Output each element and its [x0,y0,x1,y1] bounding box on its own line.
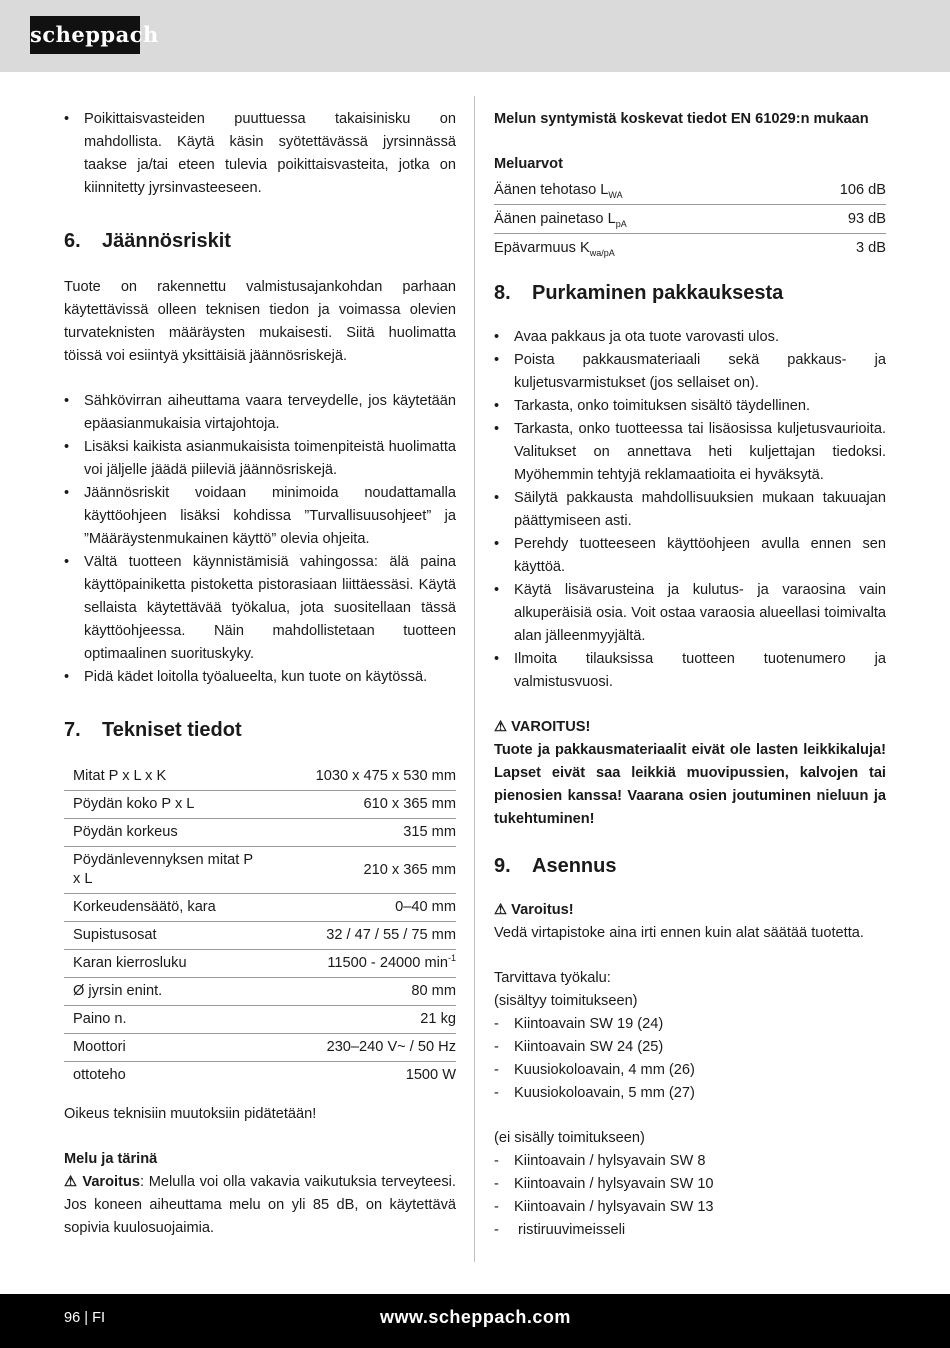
table-row [494,234,886,263]
noise-data-heading: Melun syntymistä koskevat tiedot EN 61029:n mukaan [494,111,869,127]
spec-value: 21 kg [316,1006,456,1034]
table-row [494,176,886,205]
warning-icon: ⚠ [494,719,508,735]
spec-value: 210 x 365 mm [316,847,456,894]
page-number: 96 | FI [64,1310,106,1326]
spec-label: ottoteho [73,1067,126,1083]
list-item: • Poikittaisvasteiden puuttuessa takaisinisku on mahdollista. Käytä käsin syötettävässä jyrsinnässä taakse ja/tai eteen tulevia poikittaisvasteita, jotka on kiinnitetty jyrsinvasteeseen. [64,108,456,200]
list-item: - ristiruuvimeisseli [494,1219,886,1242]
spec-label: Karan kierrosluku [64,950,316,978]
packaging-warning-text: Tuote ja pakkausmateriaalit eivät ole lasten leikkikaluja! Lapset eivät saa leikkiä muovipussien, kalvojen tai pienosien kanssa! Vaarana osien joutuminen nieluun ja tukehtuminen! [494,742,886,827]
assembly-warning-title: ⚠ Varoitus! [494,902,574,918]
tech-change-note: Oikeus teknisiin muutoksiin pidätetään! [64,1106,317,1122]
table-row [64,791,456,819]
page-header [0,0,950,72]
not-included-tools-list [494,1150,886,1242]
spec-label: Pöydän korkeus [64,819,316,847]
column-divider [474,96,475,1262]
list-item: • Vältä tuotteen käynnistämisiä vahingossa: älä paina käyttöpainiketta pistoketta pistorasiaan liittäessäsi. Käytä sellaista käytettävää työkalua, jota suositellaan tässä käyttöohjeessa. Näin mahdollistetaan tuotteen optimaalinen suorituskyky. [64,551,456,666]
table-row [64,1062,456,1090]
list-item: - Kiintoavain SW 24 (25) [494,1036,886,1059]
list-item: - Kiintoavain SW 19 (24) [494,1013,886,1036]
section-7-heading: 7. Tekniset tiedot [64,719,242,741]
table-row [64,763,456,791]
tools-heading: Tarvittava työkalu: [494,970,611,986]
list-item: • Avaa pakkaus ja ota tuote varovasti ulos. [494,326,886,349]
list-item: - Kuusiokoloavain, 4 mm (26) [494,1059,886,1082]
list-item: - Kuusiokoloavain, 5 mm (27) [494,1082,886,1105]
scheppach-logo: scheppach [30,16,140,54]
not-included-heading: (ei sisälly toimitukseen) [494,1130,645,1146]
table-row [64,819,456,847]
list-item: • Tarkasta, onko toimituksen sisältö täydellinen. [494,395,886,418]
spec-label: Korkeudensäätö, kara [64,894,316,922]
included-heading: (sisältyy toimitukseen) [494,993,638,1009]
spec-label: Ø jyrsin enint. [64,978,316,1006]
spec-label: Pöydän koko P x L [64,791,316,819]
assembly-warning-text: Vedä virtapistoke aina irti ennen kuin alat säätää tuotetta. [494,925,864,941]
table-row [64,950,456,978]
noise-value: 93 dB [785,205,886,234]
website-link[interactable]: www.scheppach.com [380,1307,571,1327]
spec-value: 315 mm [316,819,456,847]
list-item: • Säilytä pakkausta mahdollisuuksien mukaan takuuajan päättymiseen asti. [494,487,886,533]
table-row [494,205,886,234]
noise-label: Epävarmuus $K_{wa/pA}$ [494,240,615,258]
spec-value: 80 mm [316,978,456,1006]
table-row [64,1006,456,1034]
spec-table [64,763,456,1089]
noise-vibration-heading: Melu ja tärinä [64,1151,158,1167]
spec-value: 1500 W [405,1067,456,1083]
list-item: • Pidä kädet loitolla työalueelta, kun tuote on käytössä. [64,666,456,689]
list-item: • Tarkasta, onko tuotteessa tai lisäosissa kuljetusvaurioita. Valitukset on annettava heti kuljettajan tiedoksi. Myöhemmin tehtyjä reklamaatioita ei hyväksytä. [494,418,886,487]
table-row [64,1034,456,1062]
spec-label: Supistusosat [64,922,316,950]
table-row [64,894,456,922]
list-item: • Ilmoita tilauksissa tuotteen tuotenumero ja valmistusvuosi. [494,648,886,694]
section-8-bullets [494,326,886,694]
spec-value: 610 x 365 mm [316,791,456,819]
section-6-bullets [64,390,456,689]
included-tools-list [494,1013,886,1105]
intro-bullets [64,108,456,200]
list-item: • Jäännösriskit voidaan minimoida noudattamalla käyttöohjeen lisäksi kohdissa ”Turvallisuusohjeet” ja ”Määräystenmukainen käyttö” olevia ohjeita. [64,482,456,551]
noise-value: 3 dB [855,240,886,256]
warning-icon: ⚠ [64,1174,78,1190]
section-6-heading: 6. Jäännösriskit [64,230,231,252]
section-6-paragraph: Tuote on rakennettu valmistusajankohdan parhaan käytettävissä olleen teknisen tiedon ja voimassa olevien turvateknisten määräysten mukaisesti. Siitä huolimatta töissä voi esiintyä yksittäisiä jäännösriskejä. [64,279,456,364]
table-row [64,922,456,950]
spec-value: 11500 - 24000 $\min^{-1}$ [316,950,456,978]
list-item: • Sähkövirran aiheuttama vaara terveydelle, jos käytetään epäasianmukaisia virtajohtoja. [64,390,456,436]
noise-table [494,176,886,262]
warning-icon: ⚠ [494,902,508,918]
list-item: • Poista pakkausmateriaali sekä pakkaus- ja kuljetusvarmistukset (jos sellaiset on). [494,349,886,395]
packaging-warning-title: ⚠ VAROITUS! [494,719,591,735]
spec-value: 0–40 mm [316,894,456,922]
table-row [64,847,456,894]
page-footer [0,1294,950,1348]
noise-label: Äänen tehotaso $L_{WA}$ [494,176,785,205]
left-column [64,108,456,1240]
list-item: - Kiintoavain / hylsyavain SW 13 [494,1196,886,1219]
spec-label: Mitat P x L x K [64,763,316,791]
noise-label: Äänen painetaso $L_{pA}$ [494,205,785,234]
list-item: • Lisäksi kaikista asianmukaisista toimenpiteistä huolimatta voi jäljelle jäädä piileviä jäännösriskejä. [64,436,456,482]
spec-value: 230–240 V~ / 50 Hz [316,1034,456,1062]
spec-label: Pöydänlevennyksen mitat P x L [64,847,316,894]
right-column [494,108,886,1242]
spec-label: Paino n. [64,1006,316,1034]
noise-warning: ⚠ Varoitus: Melulla voi olla vakavia vaikutuksia terveyteesi. Jos koneen aiheuttama melu on yli 85 dB, on käytettävä sopivia kuulosuojaimia. [64,1174,456,1236]
noise-values-heading: Meluarvot [494,156,563,172]
spec-label: Moottori [64,1034,316,1062]
table-row [64,978,456,1006]
section-8-heading: 8. Purkaminen pakkauksesta [494,282,784,304]
list-item: - Kiintoavain / hylsyavain SW 10 [494,1173,886,1196]
noise-value: 106 dB [785,176,886,205]
section-9-heading: 9. Asennus [494,855,617,877]
spec-value: 32 / 47 / 55 / 75 mm [316,922,456,950]
spec-value: 1030 x 475 x 530 mm [316,763,456,791]
list-item: • Käytä lisävarusteina ja kulutus- ja varaosina vain alkuperäisiä osia. Voit ostaa varaosia alueellasi toimivalta alan jälleenmyyjältä. [494,579,886,648]
list-item: - Kiintoavain / hylsyavain SW 8 [494,1150,886,1173]
list-item: • Perehdy tuotteeseen käyttöohjeen avulla ennen sen käyttöä. [494,533,886,579]
